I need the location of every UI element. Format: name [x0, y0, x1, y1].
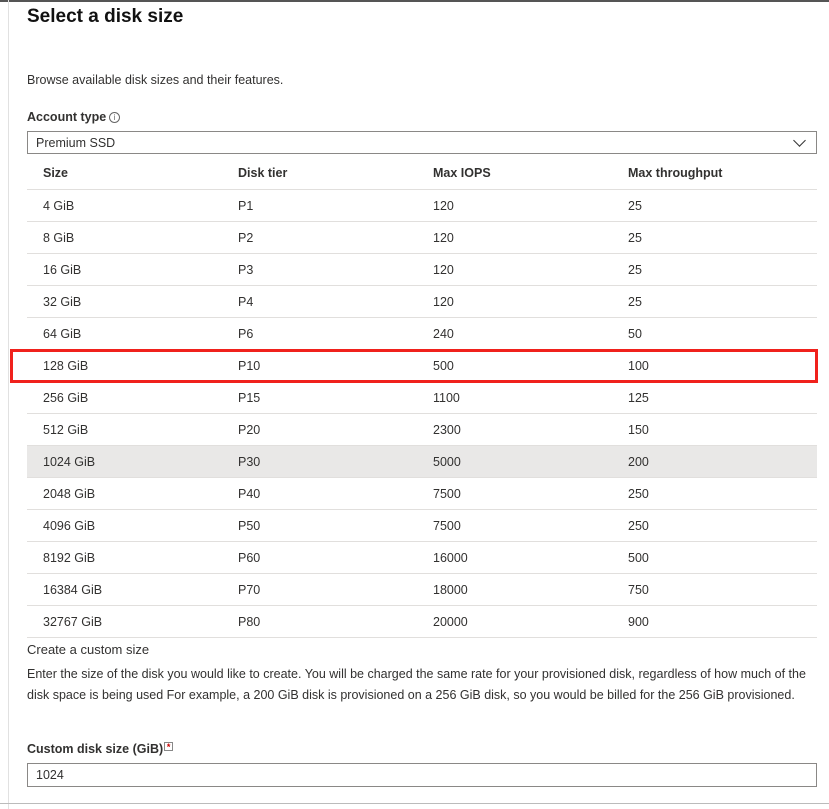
cell-max-throughput: 900 — [628, 614, 649, 629]
custom-size-label-text: Custom disk size (GiB) — [27, 742, 164, 756]
table-row[interactable] — [27, 478, 817, 510]
cell-max-throughput: 250 — [628, 486, 649, 501]
cell-disk-tier: P60 — [238, 550, 261, 565]
cell-max-iops: 120 — [433, 230, 454, 245]
cell-max-iops: 240 — [433, 326, 454, 341]
table-row[interactable] — [27, 350, 817, 382]
cell-size: 1024 GiB — [43, 454, 96, 469]
cell-size: 4 GiB — [43, 198, 75, 213]
cell-max-throughput: 250 — [628, 518, 649, 533]
table-row[interactable] — [27, 510, 817, 542]
custom-size-label — [27, 742, 173, 756]
table-row[interactable] — [27, 222, 817, 254]
cell-disk-tier: P10 — [238, 358, 261, 373]
header-max-throughput[interactable]: Max throughput — [628, 166, 723, 180]
header-disk-tier[interactable]: Disk tier — [238, 166, 288, 180]
cell-disk-tier: P3 — [238, 262, 254, 277]
cell-disk-tier: P2 — [238, 230, 254, 245]
cell-size: 8192 GiB — [43, 550, 96, 565]
cell-size: 16384 GiB — [43, 582, 103, 597]
cell-size: 16 GiB — [43, 262, 82, 277]
cell-max-throughput: 50 — [628, 326, 642, 341]
cell-size: 2048 GiB — [43, 486, 96, 501]
cell-max-iops: 7500 — [433, 486, 461, 501]
table-row[interactable] — [27, 382, 817, 414]
table-row[interactable] — [27, 574, 817, 606]
account-type-dropdown[interactable] — [27, 131, 817, 154]
cell-disk-tier: P80 — [238, 614, 261, 629]
cell-disk-tier: P4 — [238, 294, 254, 309]
table-row[interactable] — [27, 414, 817, 446]
cell-max-throughput: 200 — [628, 454, 649, 469]
cell-max-iops: 500 — [433, 358, 454, 373]
cell-disk-tier: P20 — [238, 422, 261, 437]
cell-size: 8 GiB — [43, 230, 75, 245]
cell-size: 128 GiB — [43, 358, 89, 373]
cell-max-iops: 120 — [433, 198, 454, 213]
cell-max-iops: 120 — [433, 294, 454, 309]
left-divider — [8, 0, 9, 809]
header-size[interactable]: Size — [43, 166, 69, 180]
table-row[interactable] — [27, 286, 817, 318]
cell-size: 512 GiB — [43, 422, 89, 437]
cell-disk-tier: P30 — [238, 454, 261, 469]
cell-max-throughput: 150 — [628, 422, 649, 437]
top-border — [0, 0, 829, 2]
cell-disk-tier: P50 — [238, 518, 261, 533]
cell-size: 256 GiB — [43, 390, 89, 405]
cell-size: 32767 GiB — [43, 614, 103, 629]
cell-disk-tier: P40 — [238, 486, 261, 501]
cell-max-iops: 1100 — [433, 390, 460, 405]
cell-disk-tier: P70 — [238, 582, 261, 597]
required-icon: * — [164, 742, 173, 751]
table-row[interactable] — [27, 606, 817, 638]
table-row[interactable] — [27, 318, 817, 350]
cell-disk-tier: P15 — [238, 390, 261, 405]
account-type-label — [27, 110, 120, 124]
cell-disk-tier: P1 — [238, 198, 254, 213]
table-row[interactable] — [27, 254, 817, 286]
header-max-iops[interactable]: Max IOPS — [433, 166, 491, 180]
cell-size: 4096 GiB — [43, 518, 96, 533]
cell-max-throughput: 100 — [628, 358, 649, 373]
account-type-value: Premium SSD — [36, 135, 116, 150]
cell-max-throughput: 25 — [628, 230, 642, 245]
cell-max-iops: 120 — [433, 262, 454, 277]
cell-max-iops: 20000 — [433, 614, 468, 629]
cell-max-throughput: 25 — [628, 262, 642, 277]
cell-max-iops: 2300 — [433, 422, 461, 437]
cell-max-iops: 5000 — [433, 454, 461, 469]
account-type-label-text: Account type — [27, 110, 107, 124]
page-description: Browse available disk sizes and their features. — [27, 73, 284, 87]
cell-max-iops: 7500 — [433, 518, 461, 533]
cell-size: 32 GiB — [43, 294, 82, 309]
cell-disk-tier: P6 — [238, 326, 254, 341]
info-icon[interactable]: i — [109, 112, 120, 123]
cell-max-throughput: 125 — [628, 390, 649, 405]
divider — [0, 803, 829, 804]
table-row[interactable] — [27, 542, 817, 574]
table-row[interactable] — [27, 190, 817, 222]
cell-max-throughput: 750 — [628, 582, 649, 597]
table-row[interactable] — [27, 446, 817, 478]
disk-size-table — [27, 157, 817, 638]
cell-max-throughput: 25 — [628, 294, 642, 309]
chevron-down-icon — [793, 134, 806, 147]
cell-size: 64 GiB — [43, 326, 82, 341]
cell-max-throughput: 500 — [628, 550, 649, 565]
custom-size-description: Enter the size of the disk you would like to create. You will be charged the same rate for your provisioned disk, regardless of how much of the disk space is being used For example, a 200 GiB disk is provisioned on a 256 GiB disk, so you would be billed for the 256 GiB provisioned. — [27, 667, 806, 702]
custom-disk-size-input[interactable] — [27, 763, 817, 787]
page-title: Select a disk size — [27, 6, 184, 27]
custom-size-title: Create a custom size — [27, 642, 150, 657]
cell-max-iops: 16000 — [433, 550, 468, 565]
cell-max-iops: 18000 — [433, 582, 468, 597]
table-header — [27, 157, 817, 190]
cell-max-throughput: 25 — [628, 198, 642, 213]
